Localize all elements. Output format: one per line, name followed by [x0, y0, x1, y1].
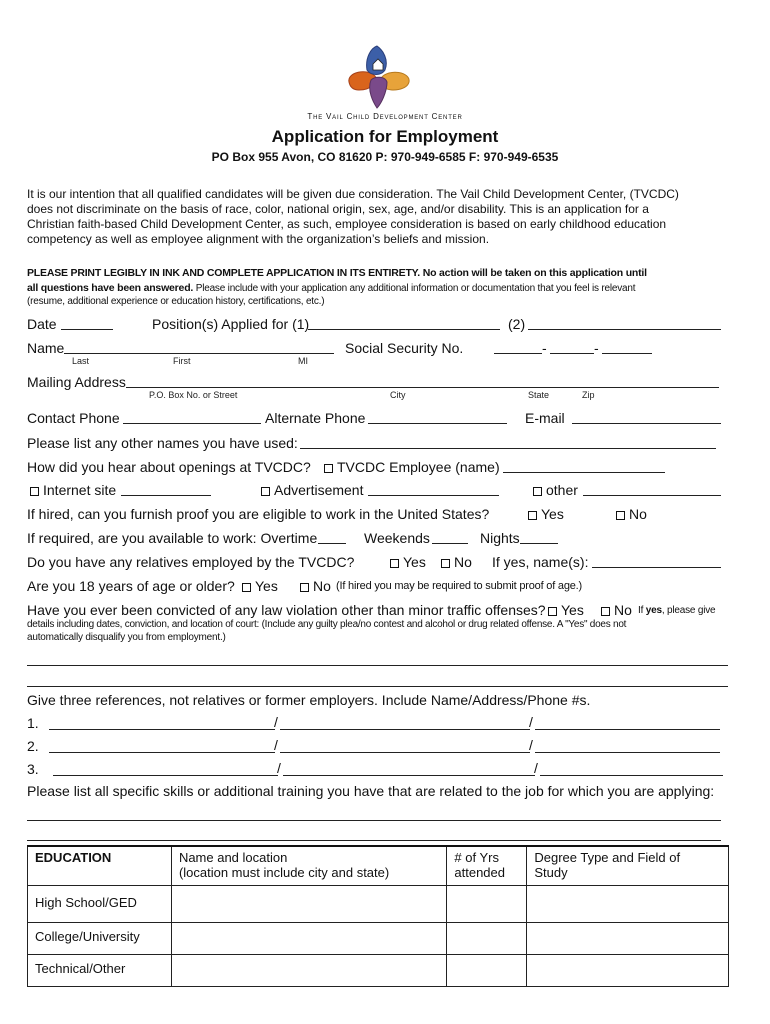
instructions-line-1: PLEASE PRINT LEGIBLY IN INK AND COMPLETE APPLICATION IN ITS ENTIRETY. No action will be taken on this application until	[27, 267, 647, 279]
ref-2-name-field[interactable]	[49, 752, 275, 753]
date-label: Date	[27, 316, 57, 332]
mailing-field[interactable]	[126, 387, 719, 388]
checkbox-icon[interactable]	[533, 487, 542, 496]
tvcdc-employee-field[interactable]	[503, 472, 665, 473]
mailing-sub-zip: Zip	[582, 390, 595, 400]
name-label: Name	[27, 340, 65, 356]
contact-phone-label: Contact Phone	[27, 410, 120, 426]
age-label: Are you 18 years of age or older?	[27, 578, 235, 594]
other-names-field[interactable]	[300, 448, 716, 449]
ref-2-slash-1: /	[274, 737, 278, 753]
age-yes-label: Yes	[255, 578, 278, 594]
ssn-label: Social Security No.	[345, 340, 464, 356]
ref-2-phone-field[interactable]	[535, 752, 720, 753]
other-label: other	[546, 482, 578, 498]
table-row	[28, 923, 729, 955]
ssn-dash-2: -	[594, 340, 599, 356]
convicted-if: If	[638, 605, 644, 616]
ref-3-name-field[interactable]	[53, 775, 278, 776]
row-label-college: College/University	[28, 923, 172, 955]
header-address: PO Box 955 Avon, CO 81620 P: 970-949-6585 F: 970-949-6535	[211, 150, 559, 164]
ssn-field-3[interactable]	[602, 353, 652, 354]
alt-phone-field[interactable]	[368, 423, 507, 424]
mailing-label: Mailing Address	[27, 374, 126, 390]
email-label: E-mail	[525, 410, 565, 426]
convicted-yes-option[interactable]	[548, 602, 584, 618]
table-row	[28, 955, 729, 987]
ssn-field-2[interactable]	[550, 353, 594, 354]
name-sub-first: First	[173, 356, 191, 366]
technical-name-cell[interactable]	[171, 955, 446, 987]
relatives-yes-label: Yes	[403, 554, 426, 570]
date-field[interactable]	[61, 329, 113, 330]
ref-3-number: 3.	[27, 761, 39, 777]
convicted-yes-label: Yes	[561, 602, 584, 618]
email-field[interactable]	[572, 423, 721, 424]
page-title: Application for Employment	[271, 127, 499, 146]
ref-3-address-field[interactable]	[283, 775, 535, 776]
name-sub-last: Last	[72, 356, 90, 366]
internet-field[interactable]	[121, 495, 211, 496]
table-row	[28, 886, 729, 923]
tvcdc-employee-option[interactable]	[324, 459, 500, 475]
ref-1-name-field[interactable]	[49, 729, 275, 730]
advertisement-option[interactable]	[261, 482, 363, 498]
proof-yes-label: Yes	[541, 506, 564, 522]
mailing-sub-street: P.O. Box No. or Street	[149, 390, 238, 400]
checkbox-icon[interactable]	[528, 511, 537, 520]
other-field[interactable]	[583, 495, 721, 496]
weekends-field[interactable]	[432, 543, 468, 544]
skills-field-2[interactable]	[27, 840, 721, 841]
instructions-rest: Please include with your application any additional information or documentation that you feel is relevant	[193, 283, 636, 294]
proof-yes-option[interactable]	[528, 506, 564, 522]
instructions-bold: all questions have been answered.	[27, 282, 194, 294]
advertisement-field[interactable]	[368, 495, 499, 496]
position-2-field[interactable]	[528, 329, 721, 330]
age-note: (If hired you may be required to submit proof of age.)	[336, 580, 582, 592]
relatives-no-label: No	[454, 554, 472, 570]
convicted-details-field-2[interactable]	[27, 686, 728, 687]
relatives-no-option[interactable]	[441, 554, 472, 570]
intro-line-4: competency as well as employee alignment with the organization’s beliefs and mission.	[27, 232, 490, 246]
ref-1-slash-1: /	[274, 714, 278, 730]
hear-label: How did you hear about openings at TVCDC?	[27, 459, 311, 475]
weekends-label: Weekends	[364, 530, 430, 546]
age-no-label: No	[313, 578, 331, 594]
other-option[interactable]	[533, 482, 578, 498]
age-yes-option[interactable]	[242, 578, 278, 594]
ref-1-address-field[interactable]	[280, 729, 530, 730]
checkbox-icon[interactable]	[261, 487, 270, 496]
internet-label: Internet site	[43, 482, 117, 498]
name-field[interactable]	[64, 353, 334, 354]
relatives-names-label: If yes, name(s):	[492, 554, 589, 570]
ref-3-slash-1: /	[277, 760, 281, 776]
tvcdc-employee-label: TVCDC Employee (name)	[337, 459, 500, 475]
row-label-high-school: High School/GED	[28, 886, 172, 923]
org-name: The Vail Child Development Center	[307, 112, 463, 121]
mailing-sub-city: City	[390, 390, 406, 400]
age-no-option[interactable]	[300, 578, 331, 594]
intro-line-2: does not discriminate on the basis of race, color, national origin, sex, age, and/or disability. This is an application for a	[27, 202, 649, 216]
advertisement-label: Advertisement	[274, 482, 364, 498]
relatives-label: Do you have any relatives employed by the TVCDC?	[27, 554, 355, 570]
nights-field[interactable]	[520, 543, 558, 544]
position-2-label: (2)	[508, 316, 526, 332]
alt-phone-label: Alternate Phone	[265, 410, 366, 426]
instructions-line-3: (resume, additional experience or education history, certifications, etc.)	[27, 296, 325, 307]
checkbox-icon[interactable]	[390, 559, 399, 568]
tvcdc-logo-icon	[345, 42, 415, 112]
convicted-no-label: No	[614, 602, 632, 618]
convicted-tail: , please give	[661, 605, 716, 616]
skills-label: Please list all specific skills or additional training you have that are related to the job for which you are applying:	[27, 783, 715, 799]
overtime-field[interactable]	[318, 543, 346, 544]
checkbox-icon[interactable]	[30, 487, 39, 496]
education-header-row	[28, 846, 729, 886]
ref-1-slash-2: /	[529, 714, 533, 730]
intro-line-1: It is our intention that all qualified candidates will be given due consideration. The Vail Child Development Center, (TVCDC)	[27, 187, 679, 201]
convicted-yes-bold: yes	[645, 605, 662, 616]
ref-1-phone-field[interactable]	[535, 729, 720, 730]
proof-no-option[interactable]	[616, 506, 647, 522]
relatives-names-field[interactable]	[592, 567, 721, 568]
convicted-if-yes	[638, 605, 715, 616]
college-name-cell[interactable]	[171, 923, 446, 955]
high-school-name-cell[interactable]	[171, 886, 446, 923]
skills-field-1[interactable]	[27, 820, 721, 821]
convicted-details-field-1[interactable]	[27, 665, 728, 666]
technical-degree-cell[interactable]	[527, 955, 729, 987]
relatives-yes-option[interactable]	[390, 554, 426, 570]
ref-2-address-field[interactable]	[280, 752, 530, 753]
checkbox-icon[interactable]	[601, 607, 610, 616]
ssn-field-1[interactable]	[494, 353, 542, 354]
available-label: If required, are you available to work: Overtime	[27, 530, 318, 546]
checkbox-icon[interactable]	[441, 559, 450, 568]
college-years-cell[interactable]	[447, 923, 527, 955]
ref-3-phone-field[interactable]	[540, 775, 723, 776]
high-school-years-cell[interactable]	[447, 886, 527, 923]
other-names-label: Please list any other names you have used:	[27, 435, 298, 451]
mailing-sub-state: State	[528, 390, 550, 400]
proof-no-label: No	[629, 506, 647, 522]
convicted-details-line-2: details including dates, conviction, and location of court: (Include any guilty plea/no contest and alcohol or drug related offense. A "Yes" does not	[27, 619, 627, 630]
convicted-details-line-3: automatically disqualify you from employment.)	[27, 632, 226, 643]
name-sub-mi: MI	[298, 356, 308, 366]
checkbox-icon[interactable]	[324, 464, 333, 473]
ref-2-number: 2.	[27, 738, 39, 754]
years-col-header: # of Yrs attended	[447, 846, 527, 886]
position-label: Position(s) Applied for (1)	[152, 316, 310, 332]
degree-col-header: Degree Type and Field of Study	[527, 846, 729, 886]
ref-1-number: 1.	[27, 715, 39, 731]
contact-phone-field[interactable]	[123, 423, 261, 424]
high-school-degree-cell[interactable]	[527, 886, 729, 923]
references-label: Give three references, not relatives or former employers. Include Name/Address/Phone #s.	[27, 692, 591, 708]
education-table	[27, 845, 729, 987]
intro-line-3: Christian faith-based Child Development Center, as such, employee consideration is based on early childhood education	[27, 217, 667, 231]
convicted-label: Have you ever been convicted of any law violation other than minor traffic offenses?	[27, 602, 546, 618]
instructions-line-2	[27, 282, 635, 294]
checkbox-icon[interactable]	[300, 583, 309, 592]
checkbox-icon[interactable]	[242, 583, 251, 592]
logo	[345, 42, 415, 112]
nights-label: Nights	[480, 530, 520, 546]
position-1-field[interactable]	[308, 329, 500, 330]
name-location-col-header: Name and location (location must include city and state)	[171, 846, 446, 886]
internet-option[interactable]	[30, 482, 116, 498]
row-label-technical: Technical/Other	[28, 955, 172, 987]
convicted-no-option[interactable]	[601, 602, 632, 618]
checkbox-icon[interactable]	[548, 607, 557, 616]
checkbox-icon[interactable]	[616, 511, 625, 520]
ssn-dash-1: -	[542, 340, 547, 356]
technical-years-cell[interactable]	[447, 955, 527, 987]
college-degree-cell[interactable]	[527, 923, 729, 955]
ref-3-slash-2: /	[534, 760, 538, 776]
proof-label: If hired, can you furnish proof you are eligible to work in the United States?	[27, 506, 490, 522]
education-col-header: EDUCATION	[28, 846, 172, 886]
ref-2-slash-2: /	[529, 737, 533, 753]
